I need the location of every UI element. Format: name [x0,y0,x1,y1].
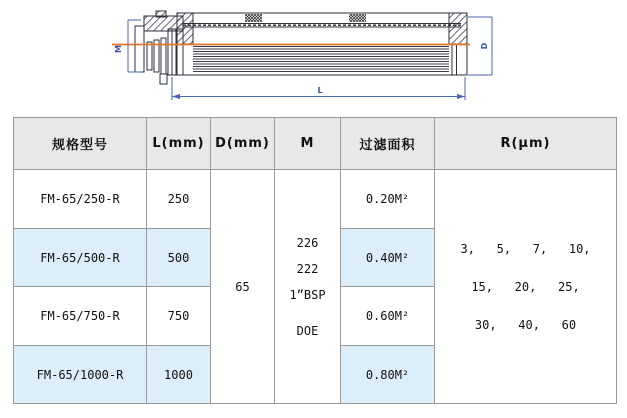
col-header-micron: R(μm) [435,118,617,170]
dimension-d [468,17,492,75]
dimension-l-label: L [317,86,323,95]
col-header-connection: M [275,118,341,170]
dimension-m-label: M [114,45,123,53]
col-header-model: 规格型号 [14,118,147,170]
dimension-d-label: D [480,42,489,50]
cell-model: FM-65/1000-R [14,346,147,404]
col-header-length: L(mm) [147,118,211,170]
col-header-diameter: D(mm) [211,118,275,170]
cell-area: 0.80M² [341,346,435,404]
filter-cartridge-drawing [0,0,627,118]
cell-area: 0.40M² [341,229,435,287]
micron-line: 30, 40, 60 [474,317,577,332]
connection-option: 226 [296,235,319,250]
cell-diameter: 65 [211,170,275,404]
cell-length: 250 [147,170,211,229]
cell-area: 0.60M² [341,287,435,346]
col-header-filter-area: 过滤面积 [341,118,435,170]
table-row [14,170,617,229]
micron-line: 15, 20, 25, [471,279,580,294]
cell-model: FM-65/750-R [14,287,147,346]
cell-micron-ratings [435,170,617,404]
connection-option: 222 [296,261,319,276]
connection-option: DOE [296,323,319,338]
mesh-symbol [349,14,366,22]
cell-length: 500 [147,229,211,287]
cell-length: 750 [147,287,211,346]
cell-length: 1000 [147,346,211,404]
cell-model: FM-65/500-R [14,229,147,287]
end-fitting [135,11,183,84]
dimension-m [114,20,141,72]
spec-table [13,117,617,404]
header-row [14,118,617,170]
micron-line: 3, 5, 7, 10, [460,241,591,256]
dimension-l [172,77,465,100]
pleated-media [193,47,449,72]
mesh-symbol [245,14,262,22]
connection-option: 1”BSP [289,287,326,302]
cell-model: FM-65/250-R [14,170,147,229]
cell-area: 0.20M² [341,170,435,229]
cell-connection [275,170,341,404]
